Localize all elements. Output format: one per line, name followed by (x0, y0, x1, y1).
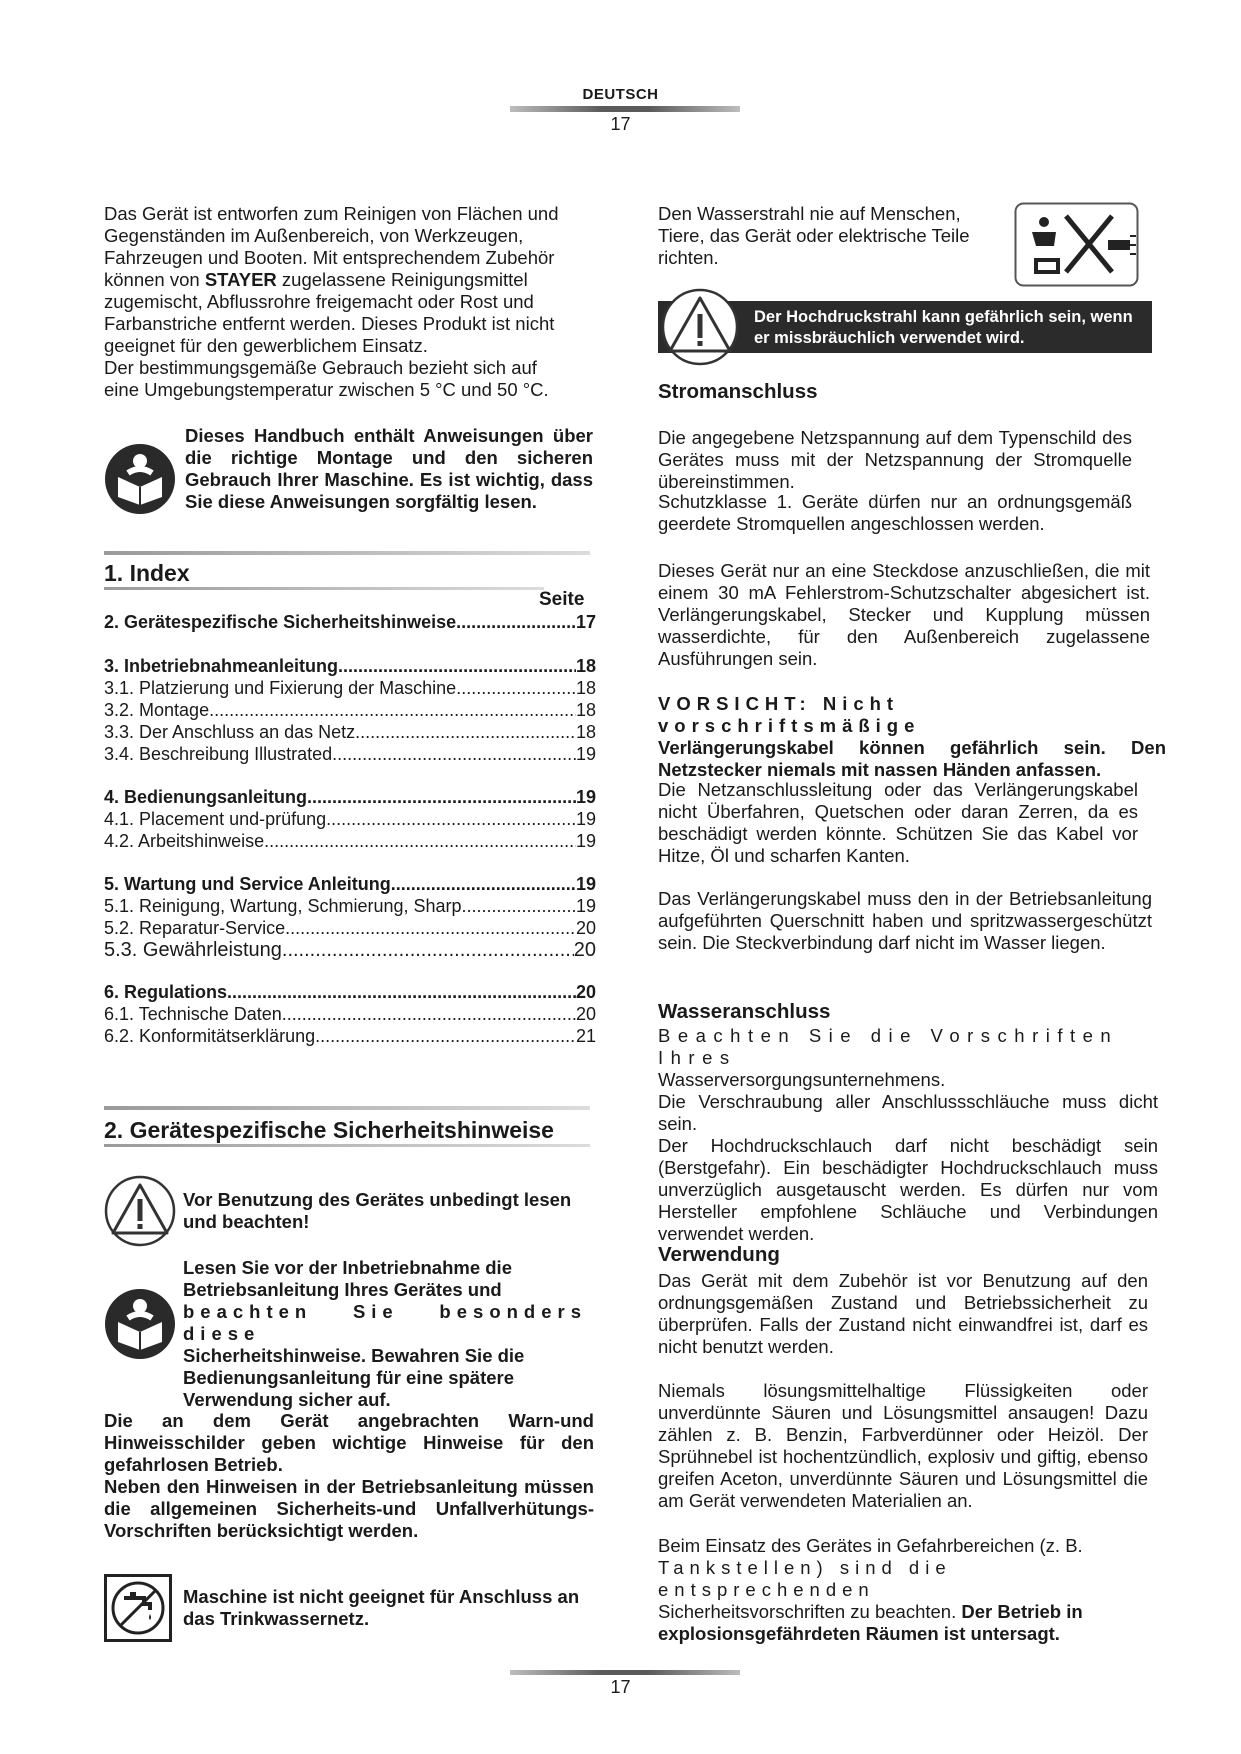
divider (104, 551, 590, 555)
warning-read-text: Vor Benutzung des Gerätes unbedingt lesen und beachten! (183, 1189, 572, 1232)
intro-paragraph: Das Gerät ist entworfen zum Reinigen von Flächen und Gegenständen im Außenbereich, von Werkzeugen, Fahrzeugen und Booten. Mit entsprechendem Zubehör können von STAYER zugelassene Reinigungsmittel zugemischt, Abflussrohre freigemacht oder Rost und Farbanstriche entfernt werden. Dieses Produkt ist nicht geeignet für den gewerblichem Einsatz. Der bestimmungsgemäße Gebrauch bezieht sich auf eine Umgebungstemperatur zwischen 5 °C und 50 °C. (104, 203, 559, 400)
power-title: Stromanschluss (658, 380, 818, 403)
no-spray-people-icon (1014, 202, 1139, 287)
water-paragraph: Beachten Sie die Vorschriften Ihres Wasserversorgungsunternehmens. Die Verschraubung aller Anschlussschläuche muss dicht sein. Der Hochdruckschlauch darf nicht beschädigt sein (Berstgefahr). Ein beschädigter Hochdruckschlauch muss unverzüglich ausgetauscht werden. Es dürfen nur vom Hersteller empfohlene Schläuche und Verbindungen verwendet werden. (658, 1025, 1158, 1244)
toc-entry[interactable]: 5.1. Reinigung, Wartung, Schmierung, Sharp ..... 19 (104, 895, 596, 917)
toc-entry[interactable]: 4. Bedienungsanleitung ..... 19 (104, 786, 596, 808)
toc-entry[interactable]: 4.2. Arbeitshinweise ..... 19 (104, 830, 596, 852)
toc-entry[interactable]: 3.4. Beschreibung Illustrated ..... 19 (104, 743, 596, 765)
cable-paragraph-1: Die Netzanschlussleitung oder das Verlängerungskabel nicht Überfahren, Quetschen oder daran Zerren, da es beschädigt werden könnte. Schützen Sie das Kabel vor Hitze, Öl und scharfen Kanten. (658, 779, 1138, 866)
table-of-contents (104, 611, 596, 1047)
water-title: Wasseranschluss (658, 1000, 831, 1023)
toc-entry[interactable]: 3.2. Montage ..... 18 (104, 699, 596, 721)
toc-entry[interactable]: 5.2. Reparatur-Service ..... 20 (104, 917, 596, 939)
toc-entry[interactable]: 5. Wartung und Service Anleitung ..... 19 (104, 873, 596, 895)
header-page-number: 17 (610, 114, 631, 134)
regulations-paragraph: Neben den Hinweisen in der Betriebsanleitung müssen die allgemeinen Sicherheits-und Unfallverhütungs-Vorschriften berücksichtigt werden. (104, 1476, 594, 1541)
warning-triangle-icon (104, 1175, 176, 1247)
safety-section-title: 2. Gerätespezifische Sicherheitshinweise (104, 1117, 554, 1143)
header-language: DEUTSCH (582, 86, 659, 103)
toc-entry[interactable]: 3.1. Platzierung und Fixierung der Maschine ..... 18 (104, 677, 596, 699)
divider (104, 1106, 590, 1110)
warning-triangle-icon (658, 288, 742, 366)
toc-entry[interactable]: 2. Gerätespezifische Sicherheitshinweise ..... 17 (104, 611, 596, 633)
toc-entry[interactable]: 3. Inbetriebnahmeanleitung ..... 18 (104, 655, 596, 677)
manual-note: Dieses Handbuch enthält Anweisungen über die richtige Montage und den sicheren Gebrauch Ihrer Maschine. Es ist wichtig, dass Sie diese Anweisungen sorgfältig lesen. (185, 425, 593, 512)
signs-paragraph: Die an dem Gerät angebrachten Warn-und Hinweisschilder geben wichtige Hinweise für den gefahrlosen Betrieb. (104, 1410, 594, 1475)
power-paragraph-1: Die angegebene Netzspannung auf dem Typenschild des Gerätes muss mit der Netzspannung der Stromquelle übereinstimmen. (658, 427, 1132, 492)
power-paragraph-3: Dieses Gerät nur an eine Steckdose anzuschließen, die mit einem 30 mA Fehlerstrom-Schutzschalter abgesichert ist. Verlängerungskabel, Stecker und Kupplung müssen wasserdichte, für den Außenbereich zugelassene Ausführungen sein. (658, 560, 1150, 669)
caution-paragraph: VORSICHT: Nicht vorschriftsmäßige Verlängerungskabel können gefährlich sein. Den Netzstecker niemals mit nassen Händen anfassen. (658, 693, 1166, 780)
use-paragraph-2: Niemals lösungsmittelhaltige Flüssigkeiten oder unverdünnte Säuren und Lösungsmittel ansaugen! Dazu zählen z. B. Benzin, Farbverdünner oder Heizöl. Der Sprühnebel ist hochentzündlich, explosiv und giftig, ebenso greifen Aceton, unverdünnte Säuren und Lösungsmittel die am Gerät verwendeten Materialien an. (658, 1380, 1148, 1511)
jet-warning-text: Den Wasserstrahl nie auf Menschen, Tiere, das Gerät oder elektrische Teile richten. (658, 203, 970, 268)
index-title: 1. Index (104, 560, 190, 586)
index-page-label: Seite (539, 589, 585, 610)
use-title: Verwendung (658, 1243, 780, 1266)
toc-entry[interactable]: 3.3. Der Anschluss an das Netz ..... 18 (104, 721, 596, 743)
danger-zone-paragraph: Beim Einsatz des Gerätes in Gefahrbereichen (z. B. Tankstellen) sind die entsprechenden Sicherheitsvorschriften zu beachten. Der Betrieb in explosionsgefährdeten Räumen ist untersagt. (658, 1535, 1083, 1644)
toc-entry[interactable]: 6. Regulations ..... 20 (104, 981, 596, 1003)
footer-rule (510, 1670, 740, 1675)
use-paragraph-1: Das Gerät mit dem Zubehör ist vor Benutzung auf den ordnungsgemäßen Zustand und Betriebssicherheit zu überprüfen. Falls der Zustand nicht einwandfrei ist, darf es nicht benutzt werden. (658, 1270, 1148, 1357)
footer-page-number: 17 (610, 1677, 631, 1697)
divider (104, 587, 544, 590)
no-drinking-water-icon (104, 1574, 172, 1642)
toc-entry[interactable]: 4.1. Placement und-prüfung ..... 19 (104, 808, 596, 830)
toc-entry[interactable]: 6.2. Konformitätserklärung ..... 21 (104, 1025, 596, 1047)
danger-banner: Der Hochdruckstrahl kann gefährlich sein, wenn er missbräuchlich verwendet wird. (658, 301, 1152, 353)
read-manual-icon (104, 1288, 176, 1360)
read-manual-icon (104, 443, 176, 515)
toc-entry[interactable]: 6.1. Technische Daten ..... 20 (104, 1003, 596, 1025)
read-manual-text: Lesen Sie vor der Inbetriebnahme die Betriebsanleitung Ihres Gerätes und beachten Sie besonders diese Sicherheitshinweise. Bewahren Sie die Bedienungsanleitung für eine spätere Verwendung sicher auf. (183, 1257, 587, 1410)
toc-entry[interactable]: 5.3. Gewährleistung ..... 20 (104, 939, 596, 961)
power-paragraph-2: Schutzklasse 1. Geräte dürfen nur an ordnungsgemäß geerdete Stromquellen angeschlossen werden. (658, 491, 1132, 534)
cable-paragraph-2: Das Verlängerungskabel muss den in der Betriebsanleitung aufgeführten Querschnitt haben und spritzwassergeschützt sein. Die Steckverbindung darf nicht im Wasser liegen. (658, 888, 1152, 953)
divider (104, 1144, 590, 1147)
drinking-water-text: Maschine ist nicht geeignet für Anschluss an das Trinkwassernetz. (183, 1586, 580, 1629)
header-rule (510, 106, 740, 112)
